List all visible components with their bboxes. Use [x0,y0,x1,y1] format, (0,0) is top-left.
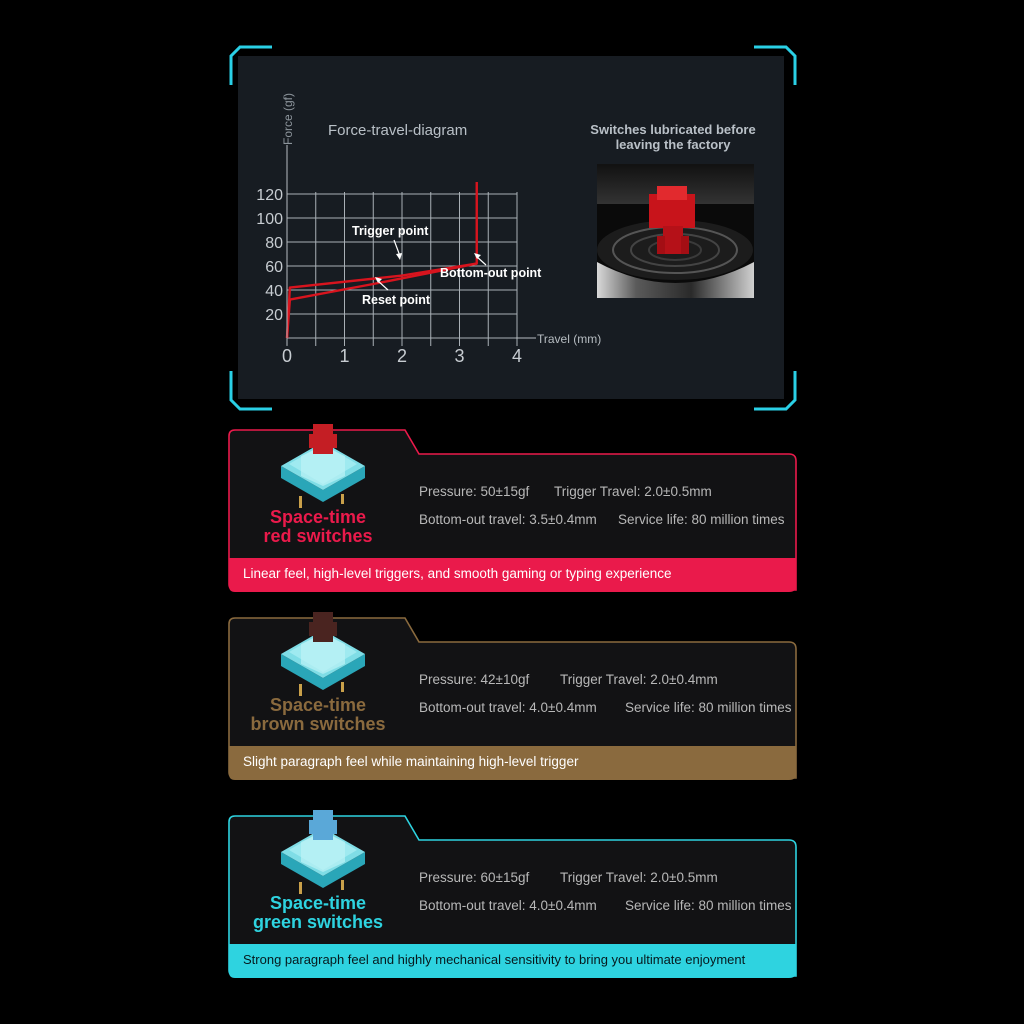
y-axis-label: Force (gf) [281,92,295,145]
spec-pressure: Pressure: 60±15gf [419,870,530,885]
switch-description: Slight paragraph feel while maintaining high-level trigger [243,754,579,769]
spec-service-life: Service life: 80 million times [625,700,792,715]
x-tick-label: 4 [511,346,523,366]
y-tick-label: 120 [256,187,283,204]
switch-description: Linear feel, high-level triggers, and smooth gaming or typing experience [243,566,672,581]
spec-bottom-out-travel: Bottom-out travel: 3.5±0.4mm [419,512,597,527]
spec-trigger-travel: Trigger Travel: 2.0±0.5mm [560,870,718,885]
trigger-point-label: Trigger point [352,224,429,238]
switch-name-line2: green switches [252,912,384,932]
switch-icon [275,802,371,898]
x-tick-label: 3 [454,346,465,366]
switch-card [227,428,798,592]
switch-name-line2: red switches [263,526,373,546]
x-axis-ticks [282,346,522,366]
lubrication-title-line2: leaving the factory [615,137,731,152]
switch-name-line1: Space-time [269,507,367,527]
switch-card [227,616,798,780]
spec-service-life: Service life: 80 million times [618,512,785,527]
annotation-bottom-out [440,253,542,280]
spec-bottom-out-travel: Bottom-out travel: 4.0±0.4mm [419,700,597,715]
spec-trigger-travel: Trigger Travel: 2.0±0.5mm [554,484,712,499]
chart-title: Force-travel-diagram [328,122,468,139]
x-axis-label: Travel (mm) [537,332,602,346]
spec-service-life: Service life: 80 million times [625,898,792,913]
y-tick-label: 60 [265,259,283,276]
spec-pressure: Pressure: 50±15gf [419,484,530,499]
x-tick-label: 2 [396,346,408,366]
switch-name [247,894,389,932]
y-tick-label: 100 [256,211,283,228]
lubricated-switch-image [597,164,754,298]
switch-name-line2: brown switches [250,714,386,734]
spec-trigger-travel: Trigger Travel: 2.0±0.4mm [560,672,718,687]
switch-icon [275,416,371,512]
force-travel-chart [238,80,618,380]
spec-bottom-out-travel: Bottom-out travel: 4.0±0.4mm [419,898,597,913]
y-axis-ticks [256,187,283,324]
x-tick-label: 0 [281,346,293,366]
switch-description: Strong paragraph feel and highly mechanical sensitivity to bring you ultimate enjoyment [243,952,746,967]
corner-decoration-bottom-right [752,365,798,411]
reset-point-label: Reset point [362,293,431,307]
switch-card [227,814,798,978]
spec-pressure: Pressure: 42±10gf [419,672,530,687]
y-tick-label: 40 [265,283,283,300]
x-tick-label: 1 [339,346,350,366]
lubrication-title [578,122,768,152]
switch-name-line1: Space-time [269,695,367,715]
corner-decoration-top-right [752,45,798,91]
lubrication-title-line1: Switches lubricated before [590,122,756,137]
switch-name-line1: Space-time [269,893,367,913]
y-tick-label: 20 [265,307,283,324]
switch-icon [275,604,371,700]
switch-name [247,508,389,546]
y-tick-label: 80 [265,235,283,252]
bottom-out-point-label: Bottom-out point [440,266,542,280]
switch-name [247,696,389,734]
annotation-reset [362,277,431,307]
